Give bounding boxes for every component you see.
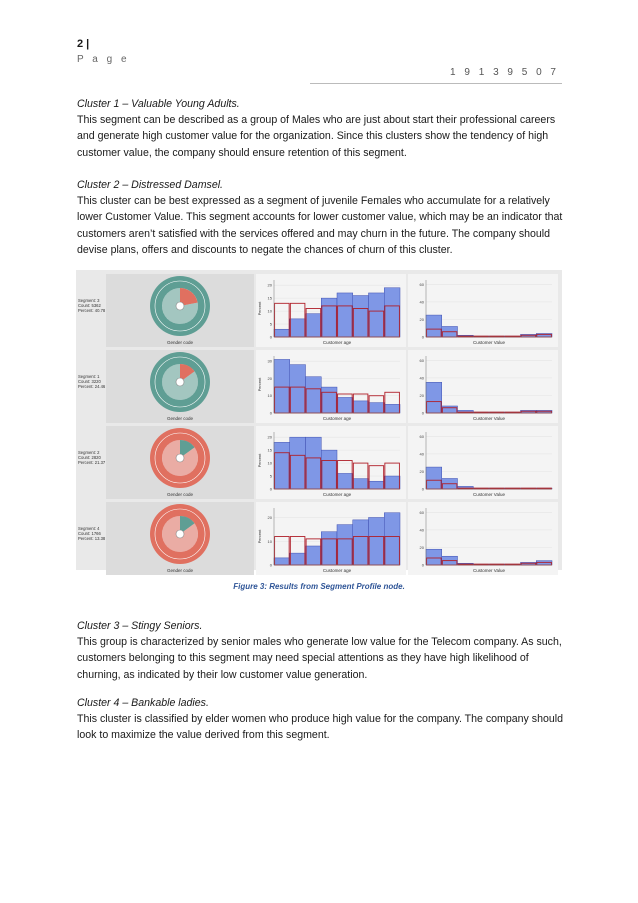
gender-chart (106, 502, 254, 575)
value-chart-svg (408, 274, 558, 347)
age-bar (306, 314, 322, 337)
segment-count: Count: 5362 (78, 303, 101, 309)
cluster-3-title: Cluster 3 – Stingy Seniors. (77, 620, 203, 632)
age-bar (369, 518, 385, 566)
gender-axis-label: Gender code (166, 340, 194, 345)
segment-segment: Segment: 2 (78, 450, 100, 455)
value-tick-label: 0 (421, 486, 424, 492)
gender-center (176, 454, 184, 462)
value-tick-label: 40 (419, 375, 424, 381)
age-bar (353, 479, 369, 489)
value-tick-label: 20 (419, 544, 424, 550)
age-bar (369, 403, 385, 413)
age-bar (369, 293, 385, 337)
cluster-1-section (77, 96, 563, 161)
age-tick-label: 10 (267, 393, 272, 399)
page-label: P a g e (77, 54, 130, 65)
value-chart (408, 274, 558, 347)
age-y-axis-label: Percent (257, 301, 262, 316)
value-bar (426, 382, 442, 413)
segment-segment: Segment: 1 (78, 374, 100, 379)
gender-axis-label: Gender code (166, 568, 194, 573)
value-tick-label: 60 (419, 281, 424, 287)
value-tick-label: 0 (421, 334, 424, 340)
segment-label-4 (78, 526, 108, 542)
age-tick-label: 30 (267, 358, 272, 364)
age-bar (321, 387, 337, 413)
age-bar (337, 525, 353, 565)
age-bar (337, 293, 353, 337)
age-bar (353, 296, 369, 337)
age-tick-label: 0 (269, 334, 272, 340)
age-y-axis-label: Percent (257, 529, 262, 544)
value-chart-svg (408, 426, 558, 499)
value-tick-label: 20 (419, 392, 424, 398)
value-bar (426, 315, 442, 337)
age-chart (256, 502, 406, 575)
cluster-1-body: This segment can be described as a group of Males who are just about start their professional careers and generate high customer value for the organization. Since this clusters show the tendency of high customer value, the company should ensure retention of this segment. (77, 114, 556, 159)
gender-axis-label: Gender code (166, 416, 194, 421)
gender-chart (106, 426, 254, 499)
age-bar (290, 553, 306, 565)
age-bar (353, 401, 369, 413)
segment-count: Count: 1766 (78, 531, 101, 537)
age-tick-label: 10 (267, 308, 272, 314)
age-bar (290, 365, 306, 413)
age-tick-label: 0 (269, 562, 272, 568)
age-bar (337, 397, 353, 413)
segment-label-2 (78, 374, 108, 390)
age-tick-label: 5 (269, 473, 272, 479)
age-chart-svg (256, 274, 406, 347)
age-chart-svg (256, 502, 406, 575)
gender-chart-svg (106, 426, 254, 499)
value-chart (408, 426, 558, 499)
cluster-4-title: Cluster 4 – Bankable ladies. (77, 697, 209, 709)
value-tick-label: 0 (421, 410, 424, 416)
value-tick-label: 20 (419, 468, 424, 474)
student-id: 1 9 1 3 9 5 0 7 (450, 67, 559, 78)
segment-percent: Percent: 21.37 (78, 460, 106, 466)
age-tick-label: 20 (267, 282, 272, 288)
segment-profile-figure (76, 270, 562, 573)
gender-chart-svg (106, 274, 254, 347)
value-bar (426, 549, 442, 565)
value-tick-label: 20 (419, 316, 424, 322)
age-bar (321, 450, 337, 489)
gender-center (176, 530, 184, 538)
age-chart-svg (256, 426, 406, 499)
age-bar (290, 319, 306, 337)
cluster-2-body: This cluster can be best expressed as a segment of juvenile Females who accumulate for a relatively lower Customer Value. This segment accounts for lower customer value, which may be an indicator that customers aren’t satisfied with the services offered and may churn in the future. The company should devise plans, offers and discounts to negate the chances of churn of this cluster. (77, 195, 563, 256)
value-axis-label: Customer Value (473, 492, 505, 497)
segment-count: Count: 3220 (78, 379, 101, 385)
age-tick-label: 20 (267, 515, 272, 520)
gender-chart (106, 274, 254, 347)
age-y-axis-label: Percent (257, 377, 262, 392)
segment-percent: Percent: 40.78 (78, 308, 106, 314)
age-y-axis-label: Percent (257, 453, 262, 468)
value-axis-label: Customer Value (473, 416, 505, 421)
age-tick-label: 15 (267, 295, 272, 301)
value-chart-svg (408, 350, 558, 423)
gender-chart-svg (106, 350, 254, 423)
gender-axis-label: Gender code (166, 492, 194, 497)
age-bar (274, 329, 290, 337)
figure-caption: Figure 3: Results from Segment Profile node. (233, 582, 405, 591)
age-bar (274, 558, 290, 565)
age-bar (274, 442, 290, 489)
age-bar (384, 476, 400, 489)
cluster-3-body: This group is characterized by senior males who generate low value for the Telecom company. As such, customers belonging to this segment may need special attentions as they have high likelihood of churning, as indicated by their low customer value generation. (77, 636, 562, 681)
age-bar (384, 288, 400, 337)
value-tick-label: 60 (419, 357, 424, 363)
age-chart (256, 274, 406, 347)
age-tick-label: 0 (269, 486, 272, 492)
segment-segment: Segment: 4 (78, 526, 100, 531)
segment-percent: Percent: 13.38 (78, 536, 106, 542)
age-bar (306, 437, 322, 489)
gender-chart-svg (106, 502, 254, 575)
age-tick-label: 20 (267, 434, 272, 440)
age-axis-label: Customer age (322, 492, 352, 497)
value-chart-svg (408, 502, 558, 575)
age-tick-label: 10 (267, 538, 272, 544)
value-axis-label: Customer Value (473, 568, 505, 573)
age-tick-label: 0 (269, 410, 272, 416)
age-axis-label: Customer age (322, 340, 352, 345)
age-bar (353, 520, 369, 565)
value-bar (442, 406, 458, 413)
age-bar (274, 359, 290, 413)
header-rule (310, 83, 562, 84)
value-chart (408, 350, 558, 423)
segment-label-3 (78, 450, 108, 466)
age-axis-label: Customer age (322, 416, 352, 421)
segment-segment: Segment: 3 (78, 298, 100, 303)
age-bar (306, 377, 322, 413)
value-bar (426, 467, 442, 489)
gender-center (176, 302, 184, 310)
age-chart (256, 426, 406, 499)
value-tick-label: 40 (419, 451, 424, 457)
value-tick-label: 60 (419, 509, 424, 515)
value-tick-label: 60 (419, 433, 424, 439)
gender-center (176, 378, 184, 386)
value-tick-label: 40 (419, 299, 424, 305)
age-bar (384, 513, 400, 565)
age-bar (321, 532, 337, 565)
segment-percent: Percent: 24.46 (78, 384, 106, 390)
age-bar (290, 437, 306, 489)
gender-chart (106, 350, 254, 423)
value-tick-label: 40 (419, 527, 424, 533)
cluster-1-title: Cluster 1 – Valuable Young Adults. (77, 98, 240, 110)
age-bar (337, 473, 353, 489)
age-tick-label: 5 (269, 321, 272, 327)
cluster-4-section (77, 695, 563, 744)
cluster-4-body: This cluster is classified by elder women who produce high value for the company. The company should look to maximize the value derived from this segment. (77, 713, 563, 742)
age-bar (369, 481, 385, 489)
age-tick-label: 10 (267, 460, 272, 466)
value-axis-label: Customer Value (473, 340, 505, 345)
value-chart (408, 502, 558, 575)
age-axis-label: Customer age (322, 568, 352, 573)
page-number: 2 | (77, 38, 90, 50)
value-tick-label: 0 (421, 562, 424, 568)
age-bar (384, 404, 400, 413)
segment-count: Count: 2820 (78, 455, 101, 461)
age-chart (256, 350, 406, 423)
age-chart-svg (256, 350, 406, 423)
cluster-2-section (77, 177, 563, 258)
segment-label-1 (78, 298, 108, 314)
age-bar (321, 298, 337, 337)
age-tick-label: 20 (267, 375, 272, 381)
cluster-2-title: Cluster 2 – Distressed Damsel. (77, 179, 224, 191)
cluster-3-section (77, 618, 563, 683)
age-tick-label: 15 (267, 447, 272, 453)
age-bar (306, 546, 322, 565)
